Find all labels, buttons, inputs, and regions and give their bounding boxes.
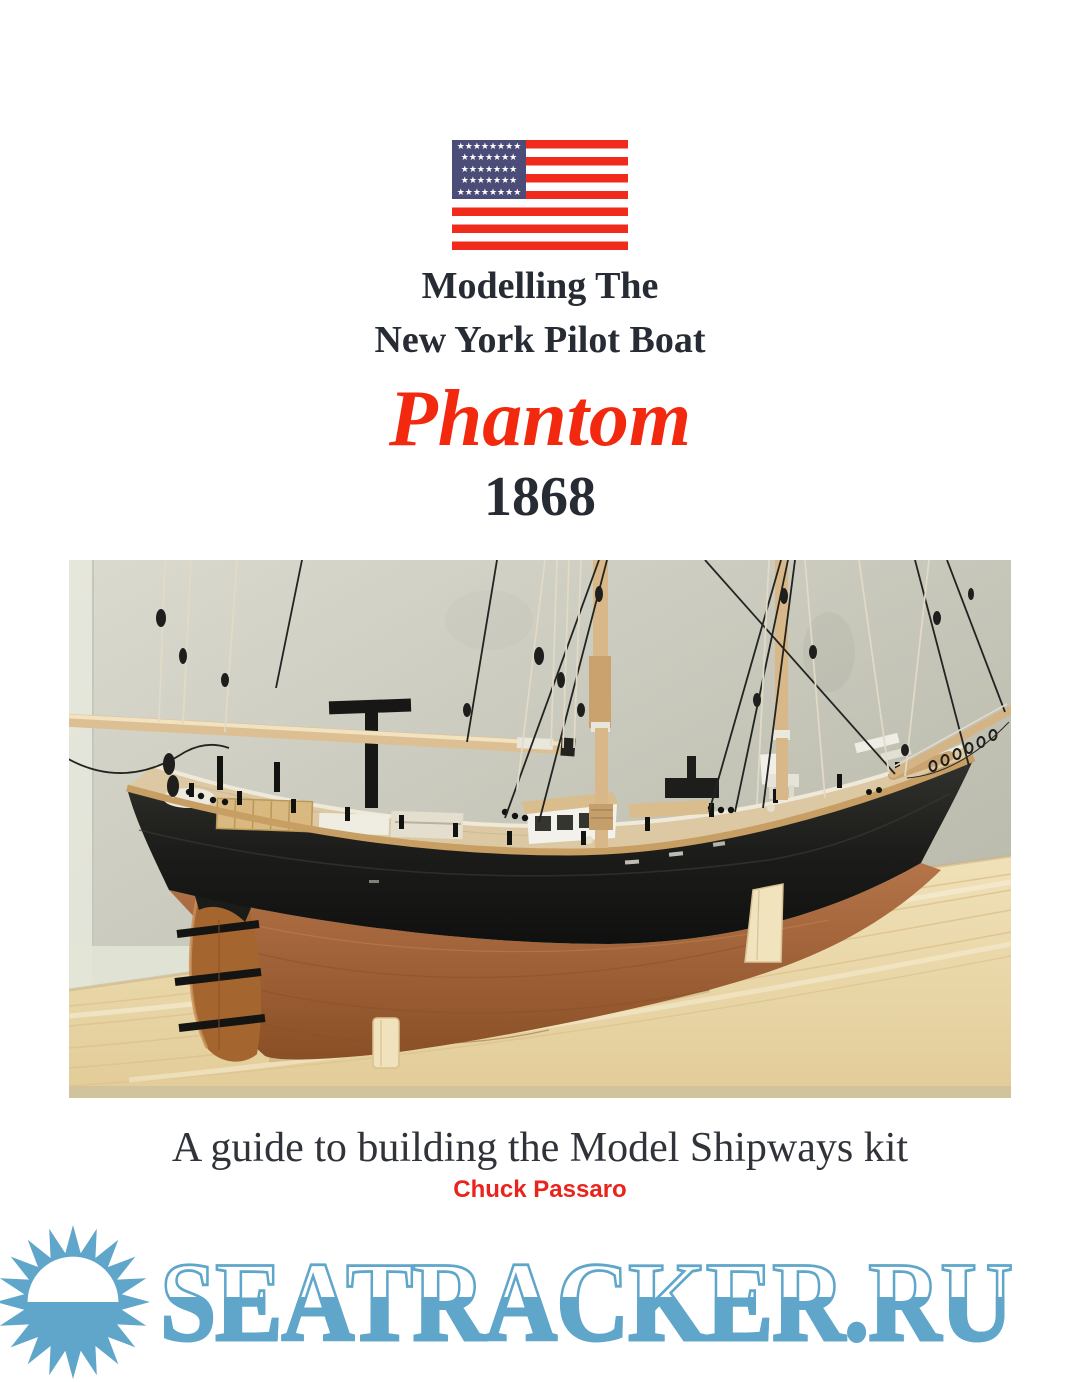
sun-over-sea-icon xyxy=(0,1223,152,1381)
title-line-2: New York Pilot Boat xyxy=(374,319,706,361)
flag-star-row: ★★★★★★★ xyxy=(460,164,518,175)
model-photo xyxy=(69,560,1011,1098)
flag-star-row: ★★★★★★★ xyxy=(460,176,518,187)
us-flag-icon xyxy=(452,140,628,250)
year: 1868 xyxy=(484,466,596,528)
flag-canton xyxy=(452,140,526,199)
flag-star-row: ★★★★★★★★ xyxy=(456,141,522,152)
seatracker-watermark xyxy=(0,1222,1080,1382)
title-line-1: Modelling The xyxy=(421,265,659,307)
watermark-text: SEATRACKER.RU xyxy=(160,1237,1012,1367)
model-photo-illustration xyxy=(69,560,1011,1098)
author-name: Chuck Passaro xyxy=(453,1176,627,1203)
flag-star-row: ★★★★★★★ xyxy=(460,153,518,164)
flag-star-row: ★★★★★★★★ xyxy=(456,187,522,198)
caption: A guide to building the Model Shipways kit xyxy=(171,1125,909,1171)
boat-name: Phantom xyxy=(388,375,692,463)
